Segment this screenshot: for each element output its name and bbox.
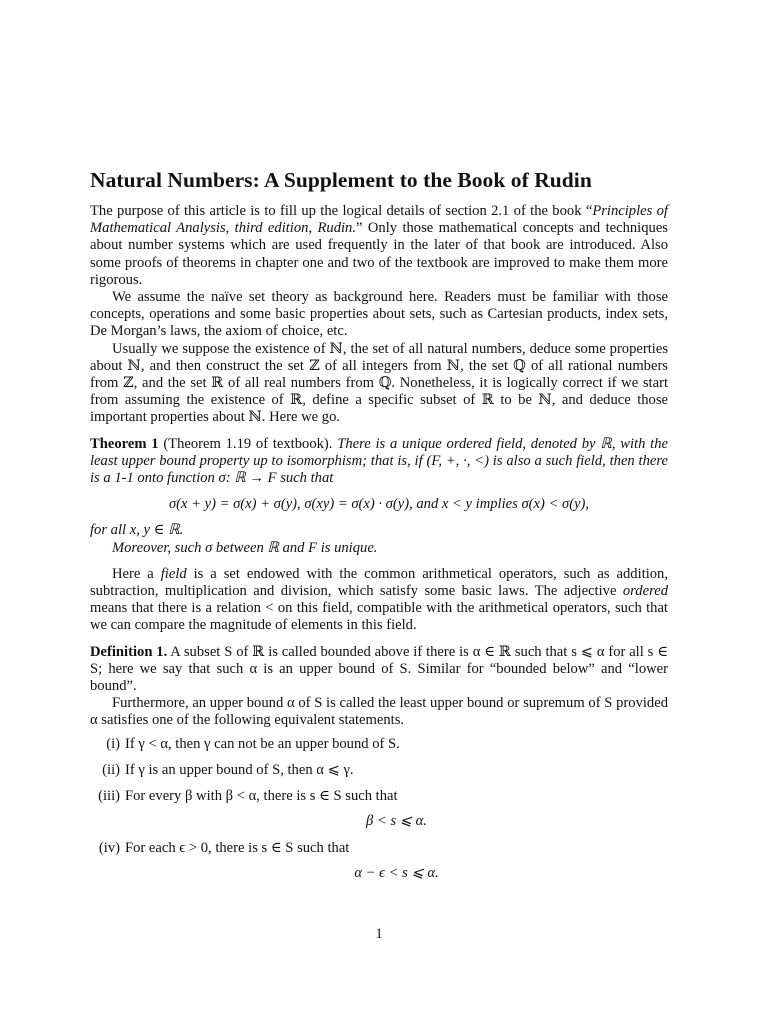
list-item-text: If γ is an upper bound of S, then α ⩽ γ. [125,761,354,778]
theorem-display-equation: σ(x + y) = σ(x) + σ(y), σ(xy) = σ(x) · σ(y), and x < y implies σ(x) < σ(y), [168,496,590,513]
field-text-b: is a set endowed with the common arithmetical operators, such as addition, subtraction, multiplication and division, which satisfy some basic laws. The adjective [90,565,668,600]
theorem-statement: There is a unique ordered field, denoted by ℝ, with the least upper bound property up to isomorphism; that is, if (F, +, ·, <) is also a such field, then there is a 1-1 onto function σ: ℝ → F such that [90,435,669,487]
definition-text: A subset S of ℝ is called bounded above if there is α ∈ ℝ such that s ⩽ α for all s ∈ S; here we say that such α is an upper bound of S. Similar for “bounded below” and “lower bound”. [90,643,668,695]
list-item-text: For every β with β < α, there is s ∈ S such that [125,788,398,805]
field-term: field [160,565,187,582]
article-body [90,203,668,891]
list-item-display-equation: α − ϵ < s ⩽ α. [354,864,439,881]
definition-1 [90,644,668,696]
theorem-label: Theorem 1 [90,435,159,452]
list-item [90,762,668,779]
book-title: Principles of Mathematical Analysis, third edition, Rudin. [90,203,668,237]
intro-p1-end: ” Only those mathematical concepts and techniques about number systems which are used frequently in the later of that book are introduced. Also some proofs of theorems in chapter one and two of the textbook are improved to make them more rigorous. [90,220,668,288]
definition-label: Definition 1. [90,643,168,660]
theorem-reference: (Theorem 1.19 of textbook). [158,435,333,452]
list-item-number: (iii) [98,788,120,805]
field-text-c: means that there is a relation < on this field, compatible with the arithmetical operators, such that we can compare the magnitude of elements in this field. [90,600,668,634]
definition-furthermore: Furthermore, an upper bound α of S is called the least upper bound or supremum of S provided α satisfies one of the following equivalent statements. [90,695,668,729]
list-item-text: For each ϵ > 0, there is s ∈ S such that [125,839,350,856]
list-item-number: (i) [106,735,120,752]
intro-paragraph-1 [90,203,668,289]
intro-paragraph-3: Usually we suppose the existence of ℕ, the set of all natural numbers, deduce some properties about ℕ, and then construct the set ℤ of all integers from ℕ, the set ℚ of all rational numbers from ℤ, and the set ℝ of all real numbers from ℚ. Nonetheless, it is logically correct if we start from assuming the existence of ℝ, define a specific subset of ℝ to be ℕ, and deduce those important properties about ℕ. Here we go. [90,340,668,426]
ordered-term: ordered [622,583,668,600]
intro-p1-start: The purpose of this article is to fill up the logical details of section 2.1 of the book “ [90,203,593,219]
list-item [90,788,668,830]
list-item [90,736,668,753]
equivalent-statements-list [90,736,668,882]
list-item [90,840,668,882]
theorem-uniqueness: Moreover, such σ between ℝ and F is unique. [112,539,378,556]
list-item-number: (ii) [102,761,120,778]
field-text-a: Here a [112,565,161,582]
list-item-text: If γ < α, then γ can not be an upper bound of S. [125,735,400,752]
page-number: 1 [375,926,383,942]
field-explanation [90,566,668,635]
list-item-display-equation: β < s ⩽ α. [366,813,427,830]
theorem-1 [90,436,668,488]
page-title: Natural Numbers: A Supplement to the Book of Rudin [90,168,592,192]
theorem-quantifier: for all x, y ∈ ℝ. [90,522,184,539]
intro-paragraph-2: We assume the naïve set theory as background here. Readers must be familiar with those concepts, operations and some basic properties about sets, such as Cartesian products, index sets, De Morgan’s laws, the axiom of choice, etc. [90,289,668,340]
list-item-number: (iv) [98,839,120,856]
